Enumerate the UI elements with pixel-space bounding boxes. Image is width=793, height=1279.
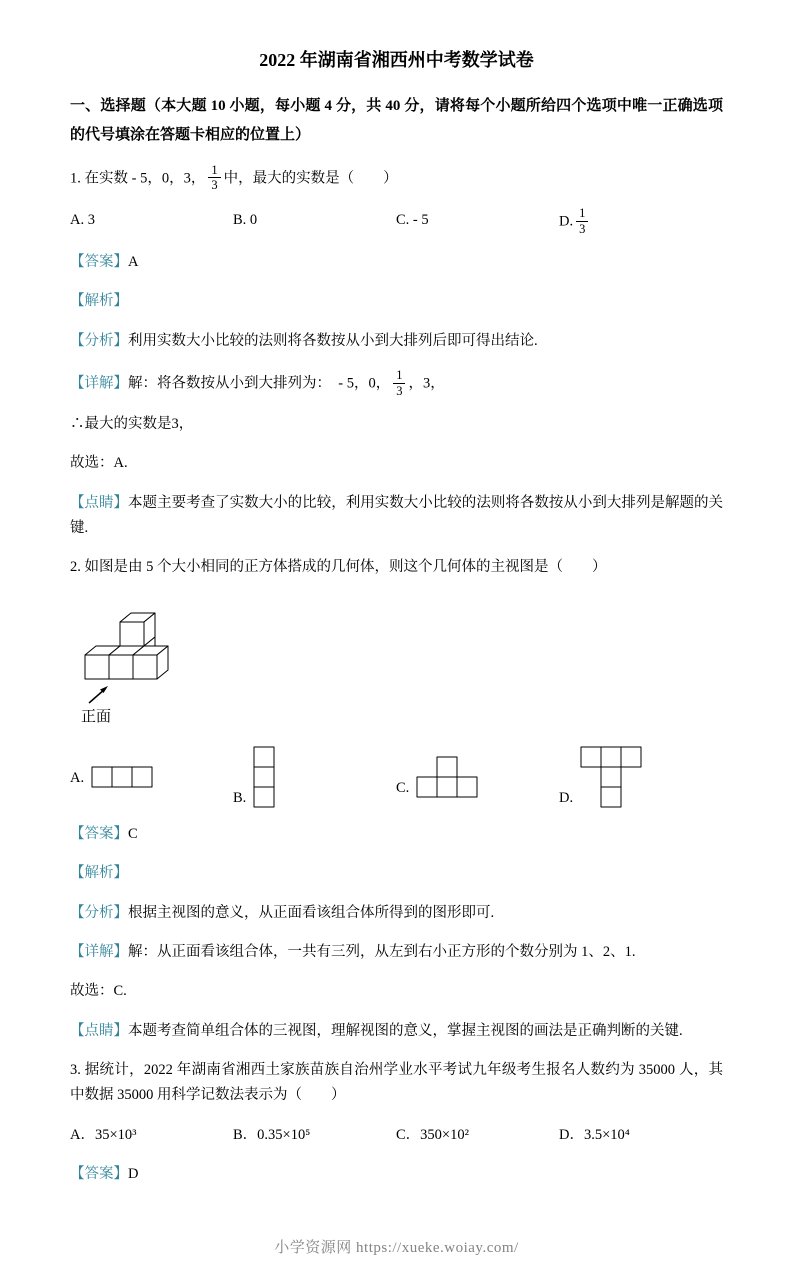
q2-choose-line: 故选：C.	[70, 983, 127, 1000]
jiexi-label: 【解析】	[70, 293, 128, 310]
q1-stem-post: 中，最大的实数是（ ）	[223, 170, 398, 186]
q2-figure-block	[75, 595, 723, 734]
option-d-figure	[580, 746, 642, 808]
q1-answer: A	[128, 254, 139, 270]
answer-label: 【答案】	[70, 1166, 128, 1183]
q2-option-a	[70, 766, 233, 788]
front-direction-arrow	[89, 686, 108, 703]
cube-assembly-figure	[75, 595, 187, 729]
q1-option-b: B. 0	[233, 212, 258, 229]
q2-option-d-label: D.	[559, 790, 574, 807]
q3-answer: D	[128, 1166, 139, 1183]
fenxi-label: 【分析】	[70, 332, 128, 349]
q2-answer: C	[128, 825, 138, 842]
answer-label: 【答案】	[70, 825, 128, 842]
xiangjie-label: 【详解】	[70, 375, 128, 392]
q2-option-a-label: A.	[70, 770, 85, 787]
q2-xiangjie-text: 解：从正面看该组合体，一共有三列，从左到右小正方形的个数分别为 1、2、1.	[128, 943, 636, 960]
q1-fenxi-text: 利用实数大小比较的法则将各数按从小到大排列后即可得出结论.	[128, 332, 538, 349]
q3-options	[70, 1123, 723, 1148]
q2-xiangjie-line	[70, 940, 723, 965]
q1-dianjing-text: 本题主要考查了实数大小的比较，利用实数大小比较的法则将各数按从小到大排列是解题的关键.	[70, 494, 723, 536]
option-a-figure	[91, 766, 153, 788]
q3-option-d: D．3.5×10⁴	[559, 1126, 630, 1143]
q1-option-c: C. - 5	[396, 212, 429, 229]
q2-fenxi-text: 根据主视图的意义，从正面看该组合体所得到的图形即可.	[128, 904, 495, 921]
dianjing-label: 【点睛】	[70, 494, 129, 511]
q2-fenxi-line	[70, 901, 723, 926]
q2-dianjing-text: 本题考查简单组合体的三视图，理解视图的意义，掌握主视图的画法是正确判断的关键.	[128, 1022, 683, 1039]
q1-jiexi-line	[70, 289, 723, 314]
q1-choose-line: 故选：A.	[70, 455, 128, 472]
q1-option-d-label: D.	[559, 213, 574, 230]
section-heading: 一、选择题（本大题 10 小题，每小题 4 分，共 40 分，请将每个小题所给四个选项中唯一正确选项的代号填涂在答题卡相应的位置上）	[70, 98, 723, 144]
q2-jiexi-line	[70, 861, 723, 886]
q2-answer-line	[70, 822, 723, 847]
dianjing-label: 【点睛】	[70, 1022, 128, 1039]
q2-option-d	[559, 746, 723, 808]
q3-stem: 3. 据统计，2022 年湖南省湘西土家族苗族自治州学业水平考试九年级考生报名人数约为 35000 人，其中数据 35000 用科学记数法表示为（ ）	[70, 1062, 723, 1104]
q1-xiangjie-pre: 解：将各数按从小到大排列为： - 5，0，	[128, 375, 391, 392]
question-1	[70, 163, 723, 556]
jiexi-label: 【解析】	[70, 865, 128, 882]
q1-stem	[70, 163, 723, 193]
q1-dianjing-line	[70, 491, 723, 542]
q2-stem: 2. 如图是由 5 个大小相同的正方体搭成的几何体，则这个几何体的主视图是（ ）	[70, 559, 607, 576]
q2-option-c	[396, 756, 559, 798]
q2-dianjing-line	[70, 1019, 723, 1044]
q1-xiangjie-post: ，3，	[408, 375, 445, 392]
q1-option-d	[559, 206, 723, 236]
q2-option-c-label: C.	[396, 780, 410, 797]
q1-stem-pre: 1. 在实数 - 5，0，3，	[70, 170, 206, 186]
q3-option-b: B．0.35×10⁵	[233, 1126, 311, 1143]
answer-label: 【答案】	[70, 254, 128, 270]
page-footer: 小学资源网 https://xueke.woiay.com/	[274, 1239, 519, 1256]
q1-therefore-line: ∴最大的实数是3，	[70, 415, 194, 432]
q2-option-b-label: B.	[233, 790, 247, 807]
front-label: 正面	[81, 708, 112, 725]
q1-answer-line	[70, 250, 723, 275]
q2-options	[70, 746, 723, 808]
fraction-one-third: $\frac{1}{3}$	[208, 163, 220, 193]
question-3	[70, 1058, 723, 1202]
page-title: 2022 年湖南省湘西州中考数学试卷	[259, 50, 534, 70]
fenxi-label: 【分析】	[70, 904, 128, 921]
question-2	[70, 555, 723, 1058]
fraction-one-third: $\frac{1}{3}$	[393, 368, 405, 398]
fraction-one-third: $\frac{1}{3}$	[576, 206, 588, 236]
q3-option-a: A．35×10³	[70, 1126, 137, 1143]
option-b-figure	[253, 746, 275, 808]
q3-answer-line	[70, 1162, 723, 1187]
q1-option-a: A. 3	[70, 212, 95, 229]
q1-xiangjie-line	[70, 368, 723, 398]
option-c-figure	[416, 756, 478, 798]
q3-option-c: C．350×10²	[396, 1126, 469, 1143]
q1-options	[70, 206, 723, 236]
q1-fenxi-line	[70, 329, 723, 354]
q2-option-b	[233, 746, 396, 808]
xiangjie-label: 【详解】	[70, 943, 128, 960]
